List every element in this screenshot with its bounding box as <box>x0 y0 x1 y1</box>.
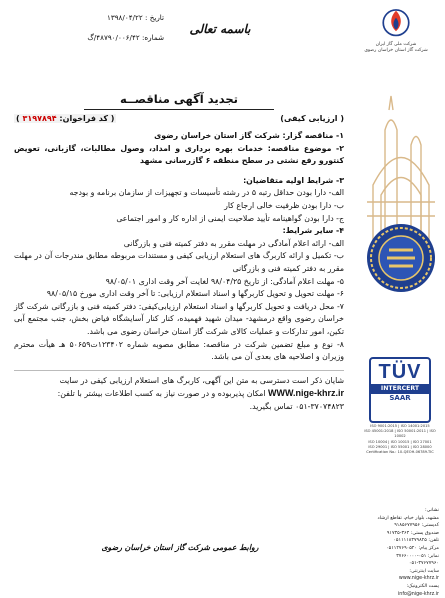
contact-line: کدپستی: ۹۱۸۵۶۷۷۹۵۶ <box>394 523 439 529</box>
contact-line: نمابر: ۰۵۱-۳۷۶۶۰۰۰۰ <box>396 553 439 559</box>
notice-prefix: شایان ذکر است دسترسی به متن این آگهی، کاربرگ های استعلام ارزیابی کیفی در سایت <box>59 375 344 385</box>
iso-line: ISO 9001:2015 | ISO 14001:2015 <box>370 424 430 428</box>
notice-site-link[interactable] <box>268 388 344 398</box>
org-name: شرکت ملی گاز ایران <box>375 42 417 47</box>
iso-line: ISO 29001 | ISO 55001 | ISO 28000 <box>368 444 432 449</box>
tuv-certificate-badge <box>369 357 431 423</box>
org-sub: شرکت گاز استان خراسان رضوی <box>364 48 428 53</box>
announcement-body <box>14 92 344 413</box>
website-link[interactable]: www.nige-khrz.ir <box>398 576 439 582</box>
email-link[interactable]: info@nige-khrz.ir <box>397 591 439 597</box>
iso-line: ISO 45001:2018 | ISO 50001:2011 | ISO 10002 <box>364 429 436 439</box>
flame-logo-icon <box>379 4 413 38</box>
item-tender-holder: ۱- مناقصه گزار: شرکت گاز استان خراسان رضوی <box>154 131 344 140</box>
sidebar <box>357 72 445 597</box>
iso-line: ISO 10004 | ISO 10015 | ISO 27001 <box>368 439 432 444</box>
contact-line: سایت اینترنتی: <box>409 568 439 574</box>
call-code <box>14 114 116 123</box>
date-label: تاریخ : ۱۳۹۸/۰۴/۲۲ <box>106 13 164 22</box>
call-code-end: ) <box>16 114 23 123</box>
tuv-band: INTERCERT <box>371 384 429 394</box>
shrine-watermark-icon <box>363 90 439 240</box>
item-condition-a: الف- دارا بودن حداقل رتبه ۵ در رشته تأسیسات و تجهیزات از سازمان برنامه و بودجه <box>69 188 344 198</box>
call-code-label: ( کد فراخوان: <box>56 114 115 123</box>
item-guarantee: ۸- نوع و مبلغ تضمین شرکت در مناقصه: مطابق مصوبه شماره ۱۲۳۴۰۲ت۵۰۶۵۹ هـ هیأت محترم وزیران و اصلاحیه های بعدی آن می باشد. <box>14 339 344 362</box>
contact-line: صندوق پستی: ۳۶۴-۹۱۷۳۵ <box>386 530 439 536</box>
item-other-b: ب- تکمیل و ارائه کاربرگ های استعلام ارزیابی کیفی و مستندات مربوطه مطابق مندرجات آن در مهلت مقرر به دفتر کمیته فنی و بازرگانی <box>14 251 344 273</box>
notice-site-part1: WWW.nige- <box>267 387 317 398</box>
contact-line: مرکز پیام: ۰۵۱۱۲۷۶۹۰۵۲۰ <box>386 545 439 551</box>
item-other-a: الف- ارائه اعلام آمادگی در مهلت مقرر به دفتر کمیته فنی و بازرگانی <box>123 238 344 248</box>
item-condition-b: ب- دارا بودن ظرفیت خالی ارجاع کار <box>224 200 344 210</box>
notice-paragraph <box>14 370 344 413</box>
letter-meta <box>14 12 164 44</box>
contact-line: پست الکترونیک: <box>406 583 439 589</box>
contact-line: نشانی: <box>424 508 439 513</box>
eval-label: ( ارزیابی کیفی) <box>280 114 344 123</box>
contact-line: مشهد، بلوار خیام، تقاطع ارشاد <box>377 515 439 521</box>
notice-rest: امکان پذیربوده و در صورت نیاز به کسب اطلاعات بیشتر با تلفن: ۳۷۰۷۴۸۲۳-۰۵۱ تماس بگیرید. <box>57 388 344 411</box>
emblem-seal-icon <box>365 222 437 294</box>
contact-line: ۰۵۱-۳۷۶۷۷۹۶۰ <box>408 561 439 567</box>
company-logo <box>361 4 431 54</box>
contact-line: تلفن: ۰۵۱۱۱۱۸۳۷۹۸۲۵ <box>393 538 439 544</box>
item-deadline-delivery: ۶- مهلت تحویل و تحویل کاربرگها و اسناد استعلام ارزیابی: تا آخر وقت اداری مورخ ۹۸/۰۵/۱۵ <box>46 289 344 299</box>
page-title: تجدید آگهی مناقصــه <box>84 92 274 110</box>
iso-list <box>363 424 437 455</box>
call-code-value: ۳۱۹۷۸۹۴ <box>22 114 57 123</box>
item-delivery-location: ۷- محل دریافت و تحویل کاربرگها و اسناد استعلام ارزیابی‌کیفی: دفتر کمیته فنی و بازرگانی شرکت گاز خراسان رضوی واقع درمشهد- میدان شهید فهمیده، کنار کنار آسایشگاه فیاض بخش، جنب مجتمع آبی تکین، امور تدارکات و عملیات کالای شرکت گاز استان خراسان رضوی می باشد. <box>14 301 344 336</box>
item-other-heading: ۴- سایر شرایط: <box>282 226 344 236</box>
footer-signature: روابط عمومی شرکت گاز استان خراسان رضوی <box>101 543 259 552</box>
item-condition-c: ج- دارا بودن گواهینامه تأیید صلاحیت ایمنی از اداره کار و امور اجتماعی <box>116 213 344 223</box>
tuv-mark: TÜV <box>378 361 422 383</box>
item-subject: ۲- موضوع مناقصه: خدمات بهره برداری و امداد، وصول مطالبات، گازبانی، تعویض کنتورو رفع نشتی در سطح منطقه ۶ گازرسانی مشهد <box>14 143 344 166</box>
item-conditions-heading: ۳- شرایط اولیه متقاضیان: <box>243 175 344 185</box>
invocation: باسمه تعالی <box>189 22 251 36</box>
number-label: شماره: ۴۸۷۹۰/۰۰۶/۴۲/گ <box>87 33 164 42</box>
notice-site-part2: khrz.ir <box>316 387 344 398</box>
iso-line: Certification No.: 10-QEOH-06789-TIC <box>366 450 434 455</box>
contact-info <box>355 507 439 598</box>
tuv-saar: SAAR <box>389 394 411 402</box>
item-deadline-readiness: ۵- مهلت اعلام آمادگی: از تاریخ ۹۸/۰۴/۲۵ لغایت آخر وقت اداری ۹۸/۰۵/۰۱ <box>105 276 344 286</box>
subtitle-row <box>14 114 344 123</box>
